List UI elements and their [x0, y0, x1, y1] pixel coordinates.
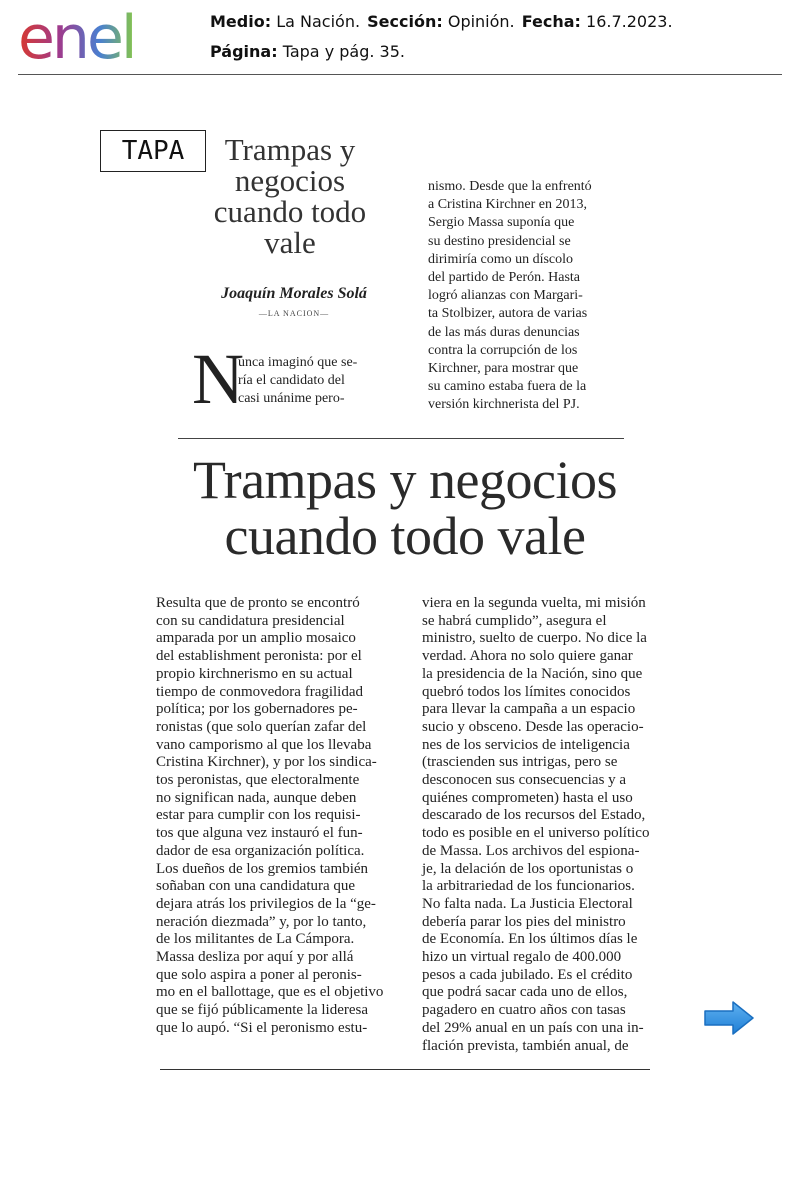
text-line: de Economía. En los últimos días le	[422, 931, 638, 948]
text-line: su destino presidencial se	[428, 233, 571, 249]
text-line: propio kirchnerismo en su actual	[156, 665, 353, 682]
header-line-1	[210, 12, 675, 31]
text-line: nes de los servicios de inteligencia	[422, 736, 630, 753]
article-title-line: cuando todo vale	[224, 506, 586, 566]
bottom-divider	[160, 1069, 650, 1070]
text-line: je, la delación de los oportunistas o	[422, 860, 634, 877]
text-line: todo es posible en el universo político	[422, 825, 650, 842]
text-line: hizo un virtual regalo de 400.000	[422, 949, 622, 966]
text-line: quiénes comprometen) hasta el uso	[422, 789, 633, 806]
text-line: ministro, suelto de cuerpo. No dice la	[422, 630, 647, 647]
text-line: nismo. Desde que la enfrentó	[428, 179, 592, 194]
text-line: No falta nada. La Justicia Electoral	[422, 895, 633, 912]
arrow-right-icon[interactable]	[703, 999, 755, 1037]
text-line: Sergio Massa suponía que	[428, 215, 575, 231]
text-line: tos que alguna vez instauró el fun-	[156, 825, 363, 842]
text-line: del 29% anual en un país con una in-	[422, 1019, 644, 1036]
text-line: para llevar la campaña a un espacio	[422, 701, 636, 718]
text-line: debería parar los pies del ministro	[422, 913, 626, 930]
text-line: del establishment peronista: por el	[156, 648, 362, 665]
text-line: dador de esa organización política.	[156, 842, 365, 859]
tapa-title-line: Trampas y	[224, 132, 356, 167]
text-line: vano camporismo al que los llevaba	[156, 736, 372, 753]
header-line-2	[210, 42, 407, 61]
medio-value: La Nación.	[276, 12, 361, 31]
fecha-value: 16.7.2023.	[586, 12, 673, 31]
author-byline: Joaquín Morales Solá	[221, 285, 367, 302]
text-line: que se fijó públicamente la lideresa	[156, 1002, 368, 1019]
text-line: pesos a cada jubilado. Es el crédito	[422, 966, 633, 983]
text-line: logró alianzas con Margari-	[428, 288, 583, 304]
tapa-lead-text	[238, 354, 386, 408]
text-line: casi unánime pero-	[238, 391, 345, 406]
text-line: a Cristina Kirchner en 2013,	[428, 197, 588, 213]
text-line: la presidencia de la Nación, sino que	[422, 665, 643, 682]
tapa-title-line: cuando todo	[213, 194, 367, 229]
text-line: unca imaginó que se-	[238, 355, 358, 370]
text-line: descarado de los recursos del Estado,	[422, 807, 646, 824]
section-divider	[178, 438, 624, 439]
medio-label: Medio:	[210, 12, 272, 31]
text-line: (trascienden sus intrigas, pero se	[422, 754, 618, 771]
text-line: dirimiría como un díscolo	[428, 251, 574, 267]
pagina-value: Tapa y pág. 35.	[282, 42, 405, 61]
text-line: quebró todos los límites conocidos	[422, 683, 631, 700]
text-line: neración diezmada” y, por lo tanto,	[156, 913, 367, 930]
text-line: la arbitrariedad de los funcionarios.	[422, 878, 635, 895]
text-line: ronistas (que solo querían zafar del	[156, 718, 367, 735]
text-line: Resulta que de pronto se encontró	[156, 595, 360, 611]
text-line: de Massa. Los archivos del espiona-	[422, 842, 640, 859]
fecha-label: Fecha:	[521, 12, 581, 31]
article-title	[150, 452, 660, 564]
text-line: de los militantes de La Cámpora.	[156, 931, 355, 948]
article-column-right	[422, 595, 654, 1055]
text-line: amparada por un amplio mosaico	[156, 630, 356, 647]
text-line: que podrá sacar cada uno de ellos,	[422, 984, 628, 1001]
text-line: de las más duras denuncias	[428, 324, 580, 340]
text-line: flación prevista, también anual, de	[422, 1037, 629, 1054]
header-divider	[18, 74, 782, 75]
text-line: no significan nada, aunque deben	[156, 789, 357, 806]
text-line: pagadero en cuatro años con tasas	[422, 1002, 626, 1019]
text-line: Massa desliza por aquí y por allá	[156, 949, 354, 966]
text-line: dejara atrás los privilegios de la “ge-	[156, 895, 376, 912]
text-line: que lo aupó. “Si el peronismo estu-	[156, 1019, 368, 1036]
text-line: ta Stolbizer, autora de varias	[428, 306, 588, 322]
text-line: su camino estaba fuera de la	[428, 379, 587, 395]
text-line: que solo aspira a poner al peronis-	[156, 966, 362, 983]
text-line: Los dueños de los gremios también	[156, 860, 369, 877]
pagina-label: Página:	[210, 42, 278, 61]
text-line: sucio y obsceno. Desde las operacio-	[422, 718, 644, 735]
enel-logo	[18, 6, 180, 68]
text-line: con su candidatura presidencial	[156, 612, 345, 629]
text-line: estar para cumplir con los requisi-	[156, 807, 361, 824]
text-line: se habrá cumplido”, asegura el	[422, 612, 607, 629]
text-line: ría el candidato del	[238, 373, 345, 388]
seccion-value: Opinión.	[447, 12, 515, 31]
tapa-title-line: vale	[264, 225, 316, 260]
text-line: Cristina Kirchner), y por los sindica-	[156, 754, 377, 771]
text-line: versión kirchnerista del PJ.	[428, 397, 580, 413]
tapa-second-column	[428, 178, 624, 415]
source-credit: —LA NACION—	[258, 309, 330, 318]
tapa-title-line: negocios	[234, 163, 346, 198]
text-line: tiempo de conmovedora fragilidad	[156, 683, 364, 700]
text-line: desconocen sus consecuencias y a	[422, 772, 627, 789]
text-line: verdad. Ahora no solo quiere ganar	[422, 648, 633, 665]
seccion-label: Sección:	[367, 12, 443, 31]
text-line: política; por los gobernadores pe-	[156, 701, 358, 718]
svg-text:enel: enel	[18, 6, 135, 68]
text-line: mo en el ballottage, que es el objetivo	[156, 984, 384, 1001]
text-line: viera en la segunda vuelta, mi misión	[422, 595, 646, 611]
text-line: del partido de Perón. Hasta	[428, 270, 581, 286]
text-line: contra la corrupción de los	[428, 342, 578, 358]
text-line: tos peronistas, que electoralmente	[156, 772, 360, 789]
tapa-label: TAPA	[100, 130, 206, 172]
article-column-left	[156, 595, 386, 1038]
text-line: soñaban con una candidatura que	[156, 878, 356, 895]
tapa-title	[200, 134, 380, 258]
text-line: Kirchner, para mostrar que	[428, 361, 579, 377]
drop-cap: N	[192, 339, 244, 419]
article-title-line: Trampas y negocios	[193, 450, 617, 510]
